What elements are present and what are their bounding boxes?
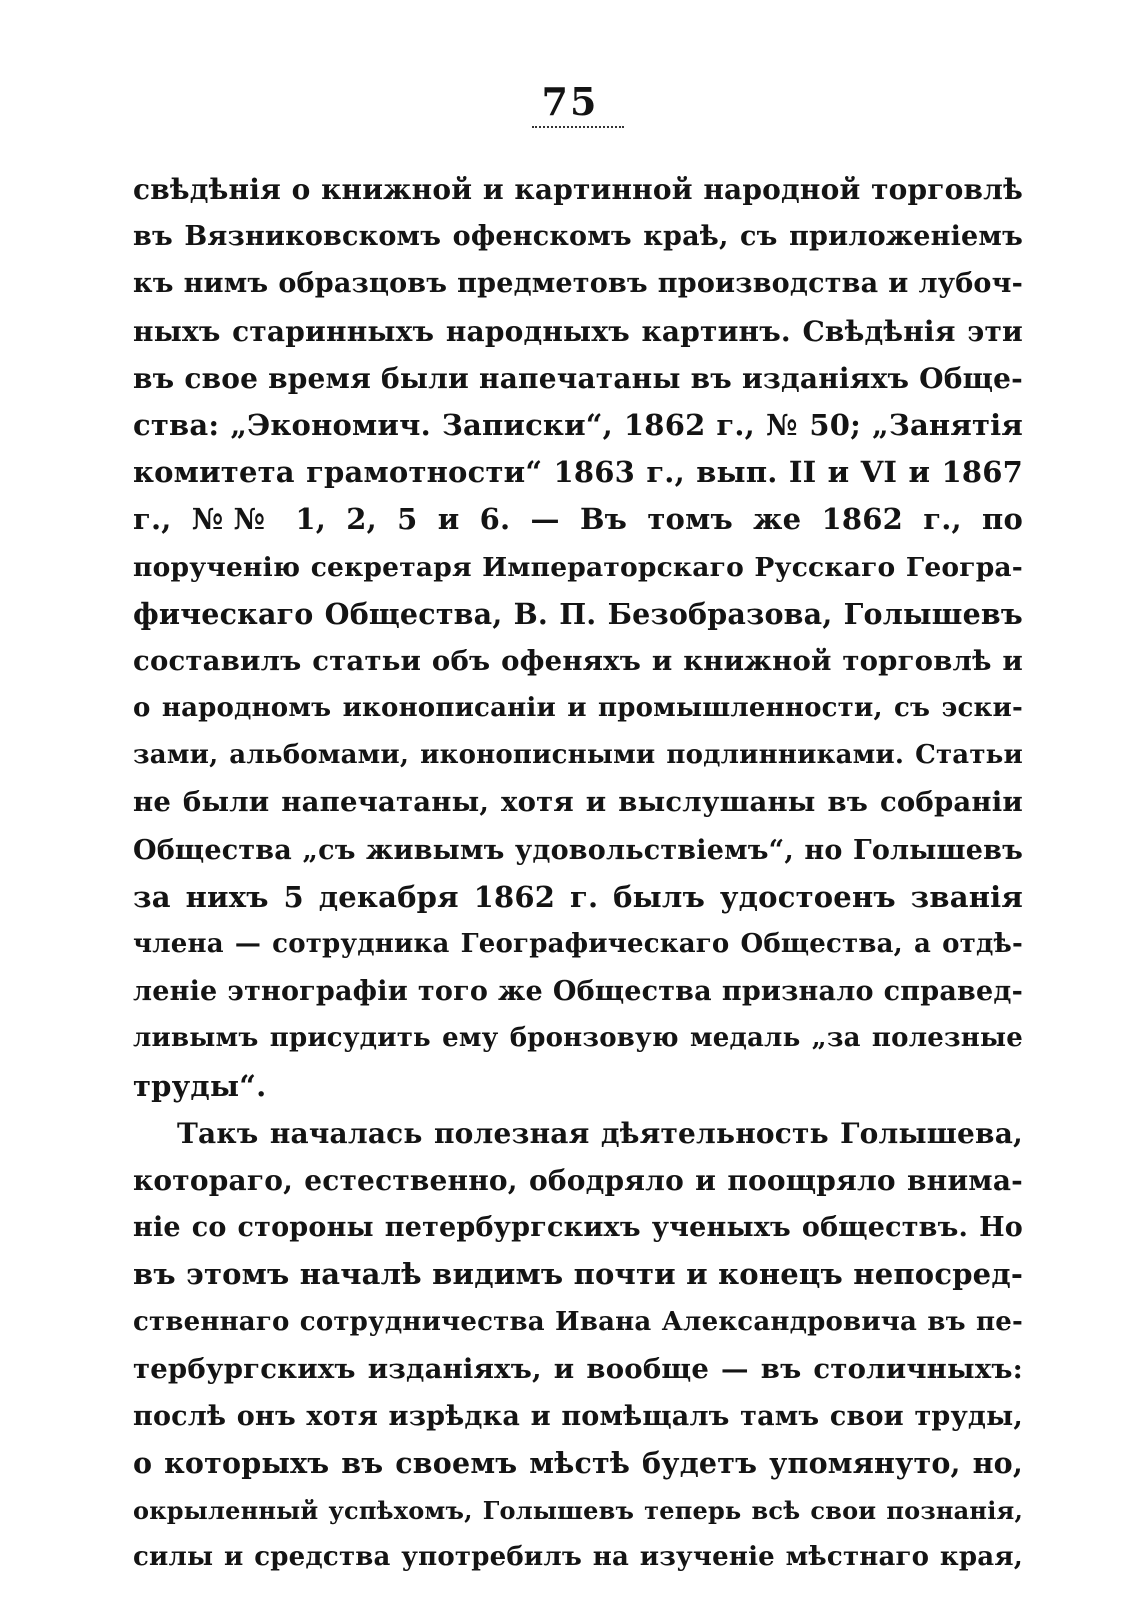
text-line: послѣ онъ хотя изрѣдка и помѣщалъ тамъ свои труды,	[133, 1400, 1023, 1432]
text-line: ливымъ присудить ему бронзовую медаль „за полезные	[133, 1023, 1023, 1054]
page-number: 75	[541, 79, 599, 124]
text-line: составилъ статьи объ офеняхъ и книжной торговлѣ и	[133, 644, 1023, 677]
text-line: комитета грамотности“ 1863 г., вып. II и VI и 1867	[133, 455, 1023, 490]
text-line: котораго, естественно, ободряло и поощряло внима-	[133, 1163, 1023, 1197]
text-line: тербургскихъ изданіяхъ, и вообще — въ столичныхъ:	[133, 1352, 1023, 1385]
text-line: зами, альбомами, иконописными подлинниками. Статьи	[133, 740, 1023, 771]
text-line: силы и средства употребилъ на изученіе мѣстнаго края,	[133, 1542, 1023, 1573]
text-line: о народномъ иконописаніи и промышленности, съ эски-	[133, 693, 1023, 724]
text-line: къ нимъ образцовъ предметовъ производства и лубоч-	[133, 268, 1023, 300]
text-line: о которыхъ въ своемъ мѣстѣ будетъ упомянуто, но,	[133, 1446, 1023, 1481]
text-line: Такъ началась полезная дѣятельность Голышева,	[177, 1116, 1023, 1150]
text-line: г., №№ 1, 2, 5 и 6. — Въ томъ же 1862 г., по	[133, 502, 1023, 537]
text-line: свѣдѣнія о книжной и картинной народной торговлѣ	[133, 173, 1023, 206]
text-line: въ этомъ началѣ видимъ почти и конецъ непосред-	[133, 1257, 1023, 1292]
text-line: за нихъ 5 декабря 1862 г. былъ удостоенъ званія	[133, 879, 1023, 914]
text-line: въ свое время были напечатаны въ изданіяхъ Обще-	[133, 361, 1023, 395]
text-line: фическаго Общества, В. П. Безобразова, Голышевъ	[133, 596, 1023, 631]
text-line: ныхъ старинныхъ народныхъ картинъ. Свѣдѣнія эти	[133, 314, 1023, 348]
text-line: ства: „Экономич. Записки“, 1862 г., № 50; „Занятія	[133, 407, 1023, 442]
text-line: ственнаго сотрудничества Ивана Александровича въ пе-	[133, 1306, 1023, 1337]
text-line: ніе со стороны петербургскихъ ученыхъ обществъ. Но	[133, 1212, 1023, 1244]
text-line: леніе этнографіи того же Общества признало справед-	[133, 976, 1023, 1008]
page-number-rule	[532, 126, 624, 128]
text-line: въ Вязниковскомъ офенскомъ краѣ, съ приложеніемъ	[133, 221, 1023, 253]
text-line: порученію секретаря Императорскаго Русскаго Геогра-	[133, 551, 1023, 583]
text-line: труды“.	[133, 1068, 267, 1103]
text-line: члена — сотрудника Географическаго Общества, а отдѣ-	[133, 929, 1023, 959]
text-line: не были напечатаны, хотя и выслушаны въ собраніи	[133, 786, 1023, 819]
body-text	[133, 166, 1023, 1582]
text-line: Общества „съ живымъ удовольствіемъ“, но Голышевъ	[133, 834, 1023, 866]
text-line: окрыленный успѣхомъ, Голышевъ теперь всѣ свои познанія,	[133, 1496, 1023, 1526]
